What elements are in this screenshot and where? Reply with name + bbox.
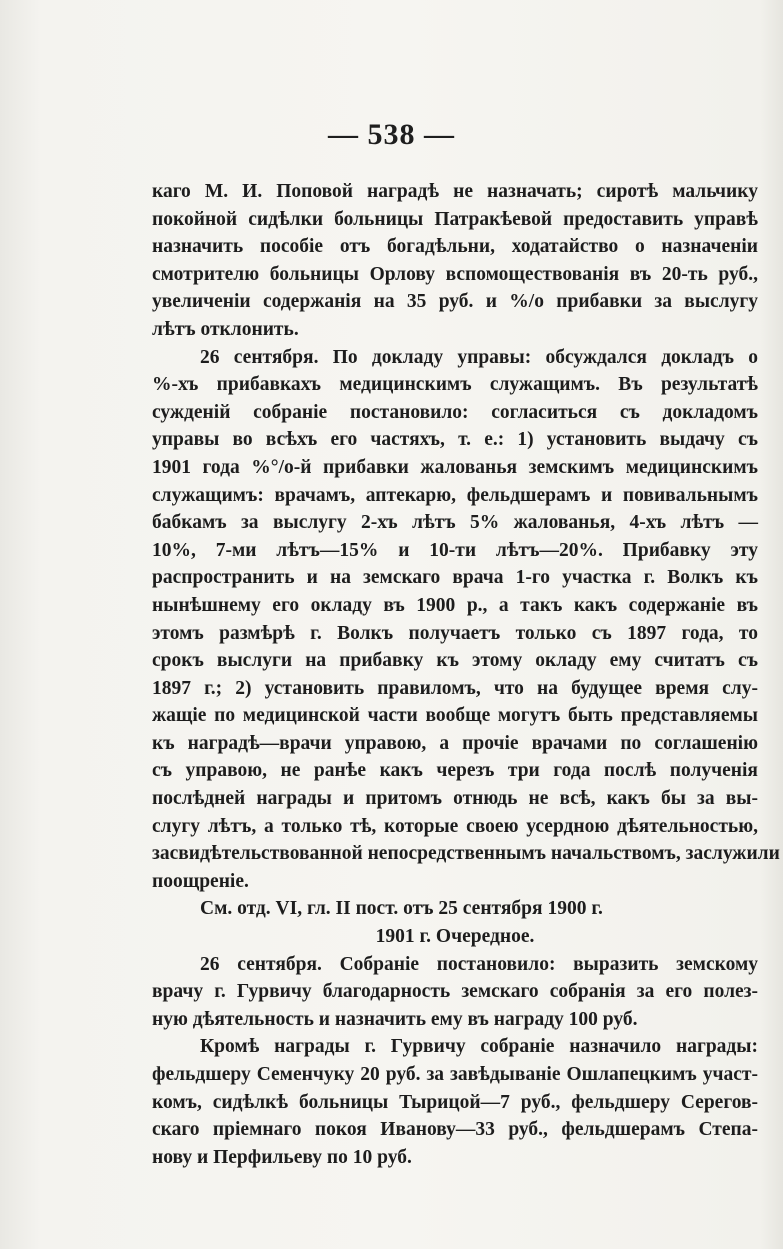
text-line: увеличеніи содержанія на 35 руб. и %/о прибавки за выслугу [152,291,758,313]
text-line: слугу лѣтъ, а только тѣ, которые своею усердною дѣятельностью, [152,815,758,837]
body-text [152,178,780,1171]
text-line: сужденій собраніе постановило: согласиться съ докладомъ [152,401,758,423]
text-line: комъ, сидѣлкѣ больницы Тырицой—7 руб., фельдшеру Серегов- [152,1091,758,1113]
page-number: — 538 — [328,118,455,151]
text-line: скаго пріемнаго покоя Иванову—33 руб., фельдшерамъ Степа- [152,1119,758,1141]
text-line: этомъ размѣрѣ г. Волкъ получаетъ только съ 1897 года, то [152,622,758,644]
text-line: врачу г. Гурвичу благодарность земскаго собранія за его полез- [152,981,758,1003]
text-line: фельдшеру Семенчуку 20 руб. за завѣдываніе Ошлапецкимъ участ- [152,1064,758,1085]
text-line: къ наградѣ—врачи управою, а прочіе врачами по соглашенію [152,732,758,754]
text-line: лѣтъ отклонить. [152,318,299,340]
text-line: срокъ выслуги на прибавку къ этому окладу ему считатъ съ [152,650,758,672]
text-line: Кромѣ награды г. Гурвичу собраніе назначило награды: [200,1036,758,1058]
text-line: нову и Перфильеву по 10 руб. [152,1146,412,1168]
text-line: нынѣшнему его окладу въ 1900 р., а такъ какъ содержаніе въ [152,594,758,616]
text-line: 1897 г.; 2) установить правиломъ, что на будущее время слу- [152,677,758,699]
section-heading: 1901 г. Очередное. [375,926,535,948]
text-line: засвидѣтельствованной непосредственнымъ начальствомъ, заслужили [152,843,780,865]
text-line: смотрителю больницы Орлову вспомоществованія въ 20-ть руб., [152,263,758,285]
text-line: управы во всѣхъ его частяхъ, т. е.: 1) установить выдачу съ [152,429,758,451]
text-line: 26 сентября. Собраніе постановило: выразить земскому [200,953,758,975]
text-line: съ управою, не ранѣе какъ черезъ три года послѣ полученія [152,760,758,782]
text-line: поощреніе. [152,870,249,892]
text-line: распространить и на земскаго врача 1-го участка г. Волкъ къ [152,567,758,589]
cross-reference: См. отд. VI, гл. II пост. отъ 25 сентября 1900 г. [200,898,603,920]
text-line: %-хъ прибавкахъ медицинскимъ служащимъ. Въ результатѣ [152,374,758,396]
text-line: послѣдней награды и притомъ отнюдь не всѣ, какъ бы за вы- [152,788,758,810]
text-line: 10%, 7-ми лѣтъ—15% и 10-ти лѣтъ—20%. Прибавку эту [152,539,758,561]
text-line: бабкамъ за выслугу 2-хъ лѣтъ 5% жалованья, 4-хъ лѣтъ — [152,512,758,534]
text-line: 1901 года %°/о-й прибавки жалованья земскимъ медицинскимъ [152,456,758,478]
text-line: каго М. И. Поповой наградѣ не назначать; сиротѣ мальчику [152,181,758,202]
text-line: покойной сидѣлки больницы Патракѣевой предоставить управѣ [152,208,758,230]
text-line: назначить пособіе отъ богадѣльни, ходатайство о назначеніи [152,236,758,258]
text-line: 26 сентября. По докладу управы: обсуждался докладъ о [200,346,758,368]
text-line: жащіе по медицинской части вообще могутъ быть представляемы [152,705,758,727]
text-line: служащимъ: врачамъ, аптекарю, фельдшерамъ и повивальнымъ [152,484,758,506]
text-line: ную дѣятельность и назначить ему въ награду 100 руб. [152,1008,638,1030]
